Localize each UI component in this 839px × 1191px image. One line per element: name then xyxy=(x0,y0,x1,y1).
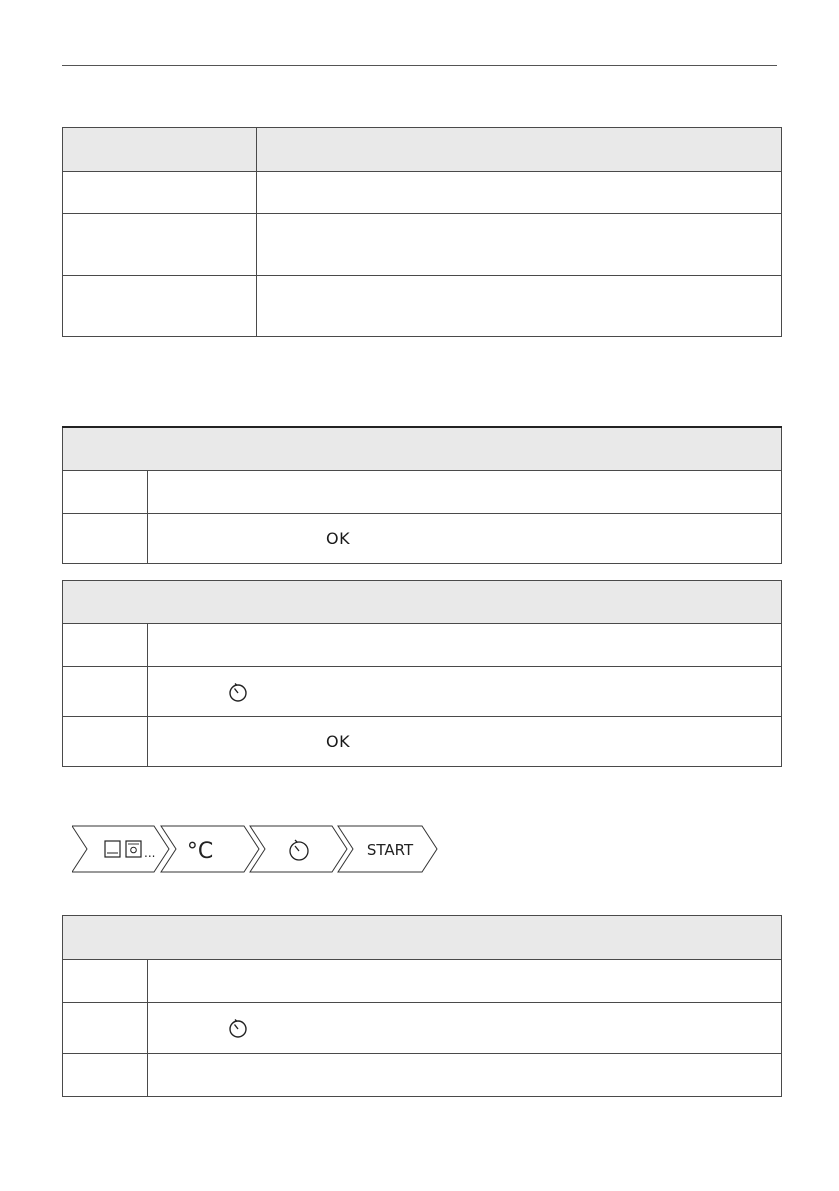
table-3 xyxy=(62,580,782,767)
table-1-header-col1 xyxy=(63,128,257,172)
ok-button-symbol: OK xyxy=(326,732,351,751)
table-4-header xyxy=(63,916,782,960)
start-label: START xyxy=(366,841,414,859)
table-row xyxy=(63,172,782,214)
table-2-header xyxy=(63,427,782,470)
step-row xyxy=(63,470,782,513)
step-row xyxy=(63,513,782,563)
table-1-header xyxy=(63,128,782,172)
step-row xyxy=(63,624,782,667)
step-row xyxy=(63,1003,782,1054)
table-2 xyxy=(62,426,782,564)
table-3-header xyxy=(63,581,782,624)
flow-step-timer xyxy=(250,826,347,872)
function-flow-diagram xyxy=(72,825,442,873)
timer-icon xyxy=(228,1017,248,1039)
timer-icon xyxy=(228,681,248,703)
table-4-header-cell xyxy=(63,916,782,960)
table-row xyxy=(63,276,782,337)
step-row xyxy=(63,667,782,717)
step-row xyxy=(63,1054,782,1097)
table-1-header-col2 xyxy=(257,128,782,172)
table-row xyxy=(63,214,782,276)
table-2-header-cell xyxy=(63,427,782,470)
step-row xyxy=(63,717,782,767)
flow-ellipsis: ... xyxy=(144,846,156,860)
table-3-header-cell xyxy=(63,581,782,624)
ok-button-symbol: OK xyxy=(326,528,351,548)
table-1 xyxy=(62,127,782,337)
table-4 xyxy=(62,915,782,1097)
top-rule xyxy=(62,65,777,66)
step-row xyxy=(63,960,782,1003)
temperature-icon: °C xyxy=(186,839,214,864)
